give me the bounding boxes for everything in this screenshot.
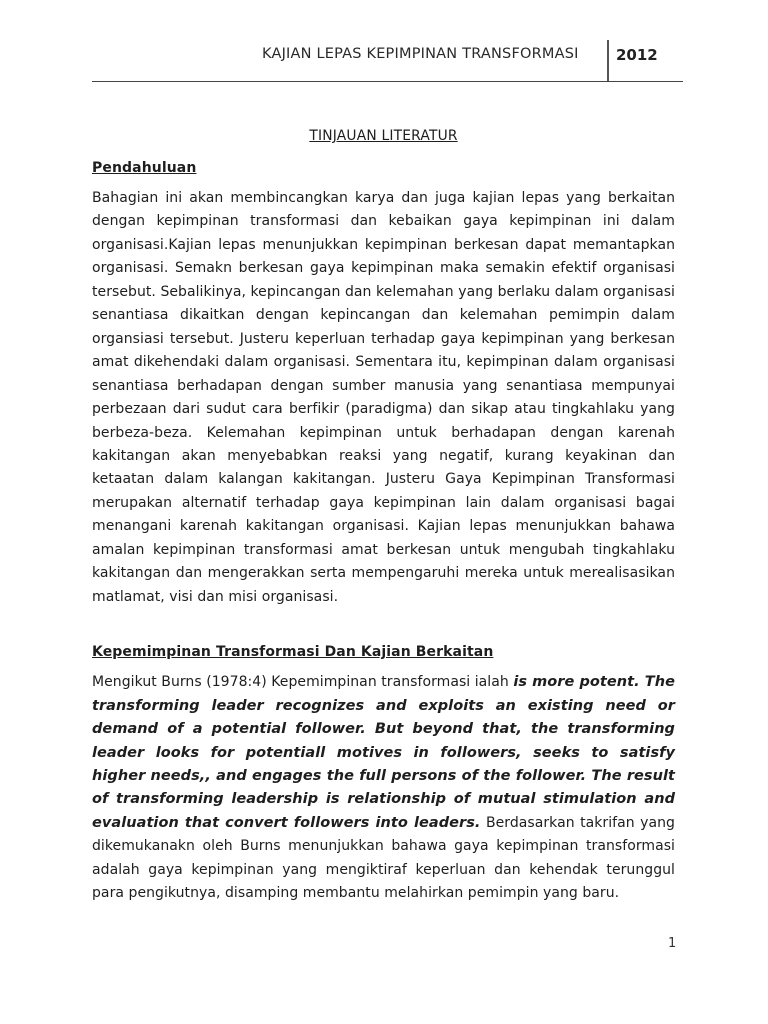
burns-quote: is more potent. The transforming leader recognizes and exploits an existing need or demand of a potential follower. But beyond that, the transforming leader looks for potentiall motives in followers, seeks to satisfy higher needs,, and engages the full persons of the follower. The result of transforming leadership is relationship of mutual stimulation and evaluation that convert followers into leaders. [92, 674, 675, 831]
paragraph-rest: Berdasarkan takrifan yang dikemukanakn oleh Burns menunjukkan bahawa gaya kepimpinan transformasi adalah gaya kepimpinan yang mengiktiraf keperluan dan kehendak terunggul para pengikutnya, disamping membantu melahirkan pemimpin yang baru. [92, 814, 675, 902]
header-rule [92, 81, 683, 82]
section-heading-pendahuluan: Pendahuluan [92, 160, 197, 176]
section-heading-kepemimpinan: Kepemimpinan Transformasi Dan Kajian Berkaitan [92, 644, 494, 661]
section-paragraph-kepemimpinan [92, 671, 675, 906]
header-title: KAJIAN LEPAS KEPIMPINAN TRANSFORMASI [262, 46, 579, 62]
page-number: 1 [668, 936, 677, 951]
section-paragraph-pendahuluan: Bahagian ini akan membincangkan karya dan juga kajian lepas yang berkaitan dengan kepimpinan transformasi dan kebaikan gaya kepimpinan ini dalam organisasi.Kajian lepas menunjukkan kepimpinan berkesan dapat memantapkan organisasi. Semakn berkesan gaya kepimpinan maka semakin efektif organisasi tersebut. Sebalikinya, kepincangan dan kelemahan yang berlaku dalam organisasi senantiasa dikaitkan dengan kepincangan dan kelemahan pemimpin dalam organsiasi tersebut. Justeru keperluan terhadap gaya kepimpinan yang berkesan amat dikehendaki dalam organisasi. Sementara itu, kepimpinan dalam organisasi senantiasa berhadapan dengan sumber manusia yang senantiasa mempunyai perbezaan dari sudut cara berfikir (paradigma) dan sikap atau tingkahlaku yang berbeza-beza. Kelemahan kepimpinan untuk berhadapan dengan karenah kakitangan akan menyebabkan reaksi yang negatif, kurang keyakinan dan ketaatan dalam kalangan kakitangan. Justeru Gaya Kepimpinan Transformasi merupakan alternatif terhadap gaya kepimpinan lain dalam organisasi bagai menangani karenah kakitangan organisasi. Kajian lepas menunjukkan bahawa amalan kepimpinan transformasi amat berkesan untuk mengubah tingkahlaku kakitangan dan mengerakkan serta mempengaruhi mereka untuk merealisasikan matlamat, visi dan misi organisasi. [92, 190, 675, 605]
header-divider [607, 40, 609, 82]
page-header [0, 0, 768, 84]
header-year: 2012 [616, 46, 658, 64]
paragraph-intro: Mengikut Burns (1978:4) Kepemimpinan transformasi ialah [92, 674, 514, 691]
document-body [92, 126, 675, 906]
document-title: TINJAUAN LITERATUR [309, 128, 458, 144]
